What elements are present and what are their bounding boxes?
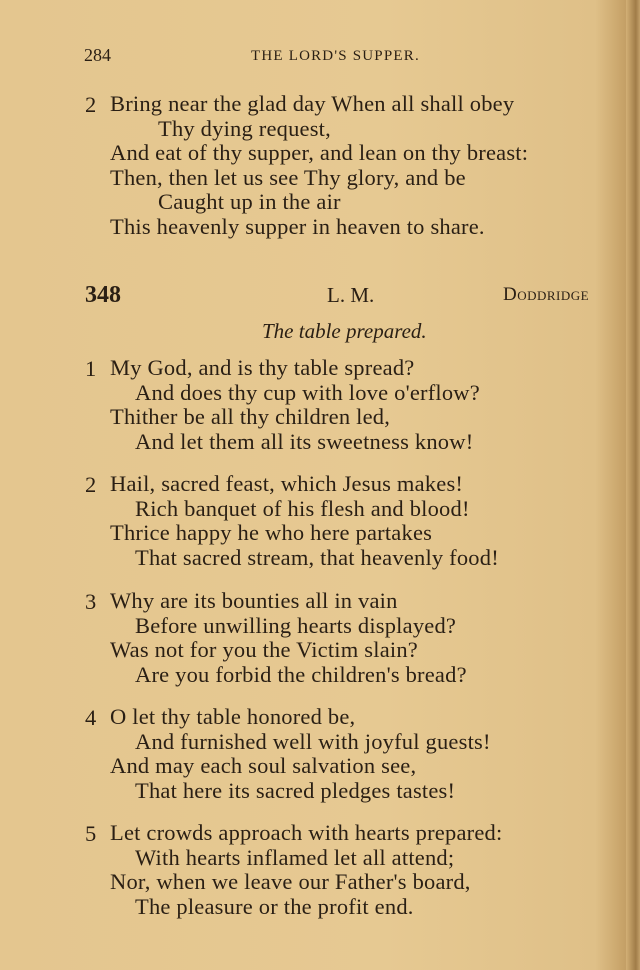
hymn-author: Doddridge [503, 284, 590, 305]
stanza [110, 472, 499, 570]
verse-line: That sacred stream, that heavenly food! [135, 544, 499, 570]
stanza-number: 2 [85, 92, 97, 117]
hymn-meter: L. M. [327, 283, 375, 307]
stanza-number: 2 [85, 472, 97, 497]
verse-line: Why are its bounties all in vain [110, 588, 398, 613]
verse-line: With hearts inflamed let all attend; [135, 844, 455, 870]
verse-line: This heavenly supper in heaven to share. [110, 213, 485, 239]
verse-line: Thrice happy he who here partakes [110, 520, 433, 545]
stanza-number: 1 [85, 356, 97, 381]
verse-line: Bring near the glad day When all shall obey [110, 91, 515, 116]
stanza-number: 4 [85, 705, 97, 730]
stanza [110, 821, 502, 919]
hymn-subtitle: The table prepared. [262, 319, 427, 343]
verse-line: And furnished well with joyful guests! [135, 728, 491, 754]
verse-line: Then, then let us see Thy glory, and be [110, 164, 466, 190]
stanza [110, 705, 491, 803]
verse-line: O let thy table honored be, [110, 704, 356, 729]
verse-line: Are you forbid the children's bread? [135, 661, 467, 687]
verse-line: Caught up in the air [158, 189, 341, 214]
verse-line: And eat of thy supper, and lean on thy breast: [110, 140, 529, 165]
verse-line: That here its sacred pledges tastes! [135, 777, 456, 803]
prev-hymn-stanza [110, 92, 528, 239]
verse-line: Let crowds approach with hearts prepared: [110, 820, 503, 845]
page-number: 284 [84, 45, 111, 65]
verse-line: Was not for you the Victim slain? [110, 637, 418, 662]
stanza-number: 3 [85, 589, 97, 614]
stanza-number: 5 [85, 821, 97, 846]
verse-line: The pleasure or the profit end. [135, 893, 414, 919]
stanza [110, 589, 467, 687]
page-edge [626, 0, 640, 970]
running-title: THE LORD'S SUPPER. [251, 48, 420, 64]
verse-line: And may each soul salvation see, [110, 753, 417, 778]
stanza [110, 356, 480, 454]
verse-line: My God, and is thy table spread? [110, 355, 415, 380]
verse-line: And let them all its sweetness know! [135, 428, 474, 454]
hymn-number: 348 [85, 282, 121, 308]
verse-line: Rich banquet of his flesh and blood! [135, 495, 470, 521]
verse-line: Hail, sacred feast, which Jesus makes! [110, 471, 464, 496]
verse-line: Nor, when we leave our Father's board, [110, 869, 471, 894]
verse-line: Thy dying request, [158, 115, 331, 141]
verse-line: Before unwilling hearts displayed? [135, 612, 457, 638]
verse-line: And does thy cup with love o'erflow? [135, 379, 480, 405]
verse-line: Thither be all thy children led, [110, 404, 391, 429]
